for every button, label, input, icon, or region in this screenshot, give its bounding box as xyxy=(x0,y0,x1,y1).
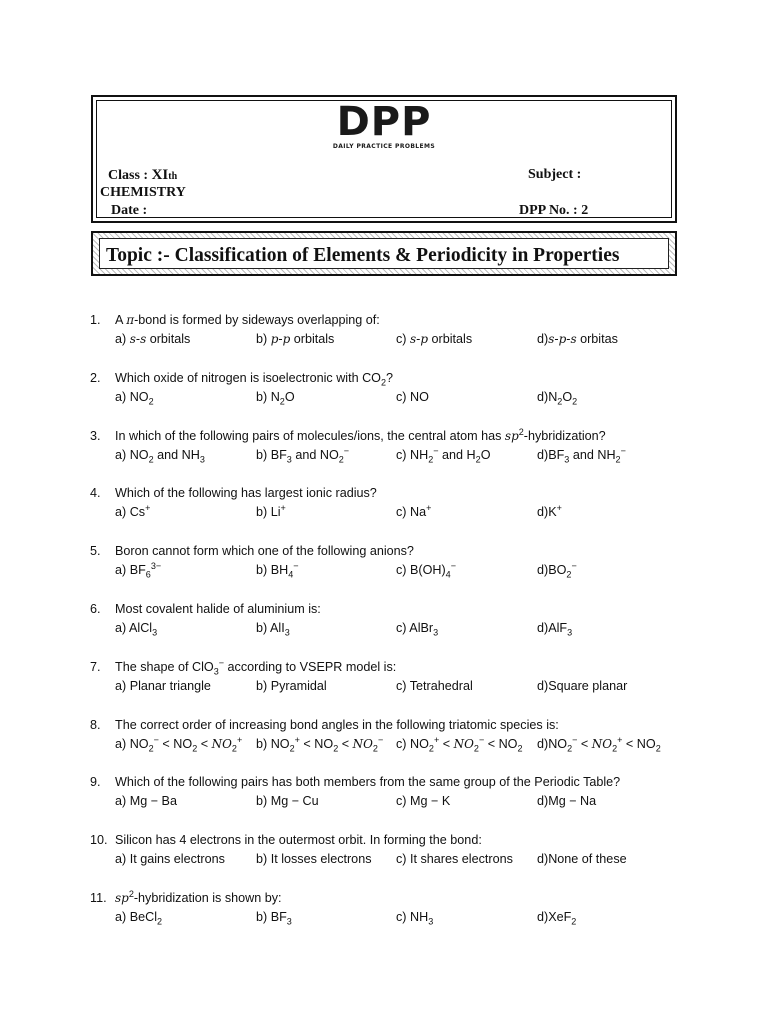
answer-option-c xyxy=(396,388,429,407)
answer-option-a xyxy=(115,503,150,522)
option-text-run: orbitals xyxy=(290,332,335,346)
option-text-run: − xyxy=(478,734,485,745)
question-item xyxy=(90,889,690,947)
option-text-run: p xyxy=(420,332,429,346)
option-text-run: − xyxy=(572,734,578,745)
option-text-run: 4 xyxy=(445,569,451,580)
option-text-run: 3 xyxy=(286,454,292,465)
option-row xyxy=(115,792,695,812)
option-text-run: and NH xyxy=(153,447,200,462)
option-text-run: 2 xyxy=(517,743,523,754)
option-text-run: orbitas xyxy=(576,332,618,346)
option-text-run: b) N xyxy=(256,389,280,404)
option-text-run: b) It losses electrons xyxy=(256,852,372,867)
option-text-run: p xyxy=(282,332,291,346)
option-text-run: 2 xyxy=(279,396,285,407)
answer-option-b xyxy=(256,503,286,522)
question-text xyxy=(115,600,321,618)
question-number: 6. xyxy=(90,601,101,616)
question-text xyxy=(115,311,380,329)
answer-option-c xyxy=(396,330,472,349)
option-text-run: 2 xyxy=(333,743,339,754)
option-text-run: 2 xyxy=(612,743,618,754)
option-text-run: c) It shares electrons xyxy=(396,852,513,867)
option-text-run: 2 xyxy=(148,454,154,465)
question-item xyxy=(90,542,690,600)
option-row xyxy=(115,446,695,466)
option-row xyxy=(115,850,695,870)
answer-option-c xyxy=(396,561,456,580)
option-text-run: d)K xyxy=(537,505,557,520)
answer-option-b xyxy=(256,908,292,927)
class-field xyxy=(108,167,177,185)
option-text-run: a) Planar triangle xyxy=(115,678,211,693)
answer-option-c xyxy=(396,792,450,811)
option-text-run: 6 xyxy=(145,569,151,580)
option-row xyxy=(115,735,695,755)
option-text-run: b) NO xyxy=(256,736,290,751)
question-text-run: The shape of ClO xyxy=(115,659,214,674)
question-item xyxy=(90,773,690,831)
header-box xyxy=(91,95,677,223)
answer-option-a xyxy=(115,561,161,580)
option-text-run: a) It gains electrons xyxy=(115,852,225,867)
option-text-run: c) Na xyxy=(396,505,427,520)
topic-banner xyxy=(91,231,677,276)
option-text-run: − xyxy=(377,734,384,745)
option-text-run: − xyxy=(571,561,577,571)
answer-option-d xyxy=(537,330,618,349)
option-text-run: < NO xyxy=(622,736,656,751)
question-text-run: The correct order of increasing bond angles in the following triatomic species is: xyxy=(115,717,559,732)
question-number: 9. xyxy=(90,775,101,790)
option-text-run: + xyxy=(556,503,562,514)
option-row xyxy=(115,503,695,523)
option-text-run: + xyxy=(236,734,243,745)
option-text-run: NO xyxy=(211,736,232,751)
question-text-run: according to VSEPR model is: xyxy=(224,659,397,674)
option-text-run: a) NO xyxy=(115,736,149,751)
option-text-run: d)AlF xyxy=(537,620,568,635)
option-text-run: s xyxy=(129,332,136,346)
class-label: Class : xyxy=(108,168,152,183)
answer-option-c xyxy=(396,446,490,465)
option-text-run: d)None of these xyxy=(537,852,627,867)
option-text-run: 2 xyxy=(572,396,578,407)
question-text-run: sp xyxy=(504,428,519,443)
option-text-run: 2 xyxy=(567,743,573,754)
question-text xyxy=(115,831,482,849)
option-text-run: s xyxy=(570,332,577,346)
class-suffix: th xyxy=(168,171,178,182)
question-item xyxy=(90,658,690,716)
question-text-run: 2 xyxy=(518,426,524,437)
option-text-run: d)XeF xyxy=(537,909,572,924)
option-text-run: c) NO xyxy=(396,736,429,751)
option-text-run: a) NO xyxy=(115,389,149,404)
option-text-run: NO xyxy=(453,736,474,751)
option-text-run: c) Mg − K xyxy=(396,794,451,809)
answer-option-b xyxy=(256,850,372,869)
logo-subtitle: DAILY PRACTICE PROBLEMS xyxy=(332,143,436,150)
answer-option-c xyxy=(396,503,431,522)
option-text-run: orbitals xyxy=(146,332,191,346)
dpp-logo xyxy=(93,101,675,150)
question-text-run: − xyxy=(218,657,225,668)
option-text-run: - xyxy=(554,332,559,346)
answer-option-b xyxy=(256,561,299,580)
answer-option-d xyxy=(537,446,626,465)
answer-option-d xyxy=(537,503,562,522)
answer-option-a xyxy=(115,619,157,638)
option-text-run: + xyxy=(294,734,300,745)
option-text-run: - xyxy=(416,332,421,346)
answer-option-d xyxy=(537,388,577,407)
option-text-run: O xyxy=(480,447,491,462)
question-text xyxy=(115,889,282,907)
subject-label: Subject : xyxy=(528,167,582,182)
question-text xyxy=(115,773,620,791)
option-text-run: 2 xyxy=(148,396,154,407)
option-text-run: 3 xyxy=(286,916,292,927)
answer-option-b xyxy=(256,677,327,696)
date-label: Date : xyxy=(111,203,148,218)
option-text-run: 3 xyxy=(284,627,290,638)
option-text-run: < xyxy=(577,736,592,751)
option-text-run: 4 xyxy=(288,569,294,580)
answer-option-c xyxy=(396,735,523,754)
dpp-number: DPP No. : 2 xyxy=(519,203,589,218)
option-row xyxy=(115,561,695,581)
option-text-run: a) Mg − Ba xyxy=(115,794,177,809)
option-text-run: d)Mg − Na xyxy=(537,794,597,809)
question-number: 3. xyxy=(90,428,101,443)
question-number: 11. xyxy=(90,890,107,905)
option-text-run: a) xyxy=(115,332,130,346)
question-text xyxy=(115,484,377,502)
option-text-run: s xyxy=(410,332,417,346)
option-text-run: c) xyxy=(396,332,410,346)
question-item xyxy=(90,427,690,485)
question-item xyxy=(90,716,690,774)
topic-title: Topic :- Classification of Elements & Periodicity in Properties xyxy=(106,245,620,266)
question-text xyxy=(115,716,559,734)
answer-option-b xyxy=(256,330,334,349)
option-text-run: and NO xyxy=(291,447,339,462)
option-text-run: s xyxy=(140,332,147,346)
option-text-run: 2 xyxy=(338,454,344,465)
answer-option-d xyxy=(537,561,577,580)
answer-option-b xyxy=(256,735,383,754)
question-text-run: π xyxy=(126,313,135,327)
answer-option-c xyxy=(396,850,513,869)
answer-option-a xyxy=(115,330,190,349)
option-text-run: 2 xyxy=(615,454,621,465)
option-text-run: a) BF xyxy=(115,563,146,578)
option-text-run: + xyxy=(433,734,440,745)
answer-option-a xyxy=(115,446,205,465)
option-text-run: < xyxy=(338,736,353,751)
option-text-run: p xyxy=(558,332,567,346)
question-text-run: 3 xyxy=(213,666,219,677)
answer-option-d xyxy=(537,908,576,927)
answer-option-a xyxy=(115,792,177,811)
answer-option-d xyxy=(537,677,627,696)
question-item xyxy=(90,369,690,427)
option-text-run: c) NH xyxy=(396,447,429,462)
option-text-run: d)NO xyxy=(537,736,568,751)
question-item xyxy=(90,600,690,658)
question-item xyxy=(90,484,690,542)
option-text-run: c) NH xyxy=(396,909,429,924)
option-text-run: d)BO xyxy=(537,563,567,578)
answer-option-a xyxy=(115,850,225,869)
option-text-run: NO xyxy=(352,736,373,751)
option-text-run: b) BH xyxy=(256,563,289,578)
option-text-run: + xyxy=(145,503,151,514)
option-text-run: 2 xyxy=(372,743,378,754)
question-number: 1. xyxy=(90,313,101,327)
option-text-run: - xyxy=(566,332,571,346)
question-text xyxy=(115,427,606,445)
option-text-run: a) BeCl xyxy=(115,909,157,924)
option-text-run: b) xyxy=(256,332,271,346)
option-text-run: 3− xyxy=(150,561,162,571)
option-text-run: 3 xyxy=(433,627,439,638)
question-text xyxy=(115,542,414,560)
option-text-run: 2 xyxy=(148,743,154,754)
question-text-run: Which oxide of nitrogen is isoelectronic with CO xyxy=(115,370,381,385)
option-text-run: < NO xyxy=(158,736,193,751)
option-text-run: - xyxy=(278,332,283,346)
option-text-run: s xyxy=(548,332,555,346)
question-number: 7. xyxy=(90,659,101,674)
question-text-run: ? xyxy=(386,370,394,385)
option-text-run: 2 xyxy=(571,916,577,927)
question-text-run: -bond is formed by sideways overlapping of: xyxy=(134,313,380,327)
answer-option-a xyxy=(115,908,162,927)
logo-title: DPP xyxy=(336,99,432,145)
topic-inner xyxy=(99,238,669,269)
subject-value: CHEMISTRY xyxy=(100,185,186,200)
option-text-run: 2 xyxy=(428,743,434,754)
question-text xyxy=(115,658,396,676)
option-text-run: 2 xyxy=(473,743,479,754)
option-text-run: 2 xyxy=(566,569,572,580)
option-row xyxy=(115,619,695,639)
option-text-run: c) B(OH) xyxy=(396,563,446,578)
answer-option-b xyxy=(256,792,319,811)
question-text-run: Most covalent halide of aluminium is: xyxy=(115,601,321,616)
question-text-run: Boron cannot form which one of the following anions? xyxy=(115,544,414,559)
question-item xyxy=(90,311,690,369)
option-text-run: d) xyxy=(537,332,549,346)
option-text-run: O xyxy=(562,389,573,404)
option-text-run: c) Tetrahedral xyxy=(396,678,473,693)
option-text-run: d)N xyxy=(537,389,558,404)
answer-option-c xyxy=(396,677,473,696)
option-text-run: O xyxy=(284,389,295,404)
option-text-run: p xyxy=(270,332,279,346)
option-text-run: b) Mg − Cu xyxy=(256,794,319,809)
option-text-run: b) BF xyxy=(256,447,287,462)
question-number: 5. xyxy=(90,544,101,559)
question-text-run: A xyxy=(115,313,127,327)
option-text-run: 3 xyxy=(199,454,205,465)
option-text-run: 2 xyxy=(655,743,661,754)
option-text-run: - xyxy=(135,332,141,346)
option-text-run: 2 xyxy=(231,743,237,754)
option-text-run: a) Cs xyxy=(115,505,146,520)
option-text-run: < xyxy=(439,736,454,751)
option-text-run: − xyxy=(293,561,299,571)
question-text-run: 2 xyxy=(128,888,134,899)
question-text-run: -hybridization? xyxy=(523,428,606,443)
answer-option-d xyxy=(537,792,596,811)
option-text-run: 3 xyxy=(428,916,434,927)
answer-option-d xyxy=(537,619,572,638)
class-value: XI xyxy=(151,167,169,183)
answer-option-d xyxy=(537,735,661,754)
question-text-run: Silicon has 4 electrons in the outermost orbit. In forming the bond: xyxy=(115,833,482,848)
question-number: 8. xyxy=(90,717,101,732)
option-text-run: − xyxy=(343,445,350,456)
option-text-run: 3 xyxy=(152,627,158,638)
question-text-run: Which of the following has largest ionic radius? xyxy=(115,486,377,501)
answer-option-b xyxy=(256,619,290,638)
option-text-run: < NO xyxy=(299,736,334,751)
option-text-run: d)Square planar xyxy=(537,678,628,693)
option-text-run: + xyxy=(280,503,286,514)
option-text-run: b) Pyramidal xyxy=(256,678,327,693)
question-text-run: -hybridization is shown by: xyxy=(133,890,282,905)
option-text-run: 2 xyxy=(428,454,434,465)
question-list xyxy=(90,311,690,947)
question-text xyxy=(115,369,393,387)
option-text-run: and H xyxy=(438,447,476,462)
answer-option-a xyxy=(115,677,211,696)
question-text-run: sp xyxy=(115,890,129,905)
option-text-run: c) NO xyxy=(396,389,429,404)
option-row xyxy=(115,908,695,928)
option-row xyxy=(115,677,695,697)
question-text-run: Which of the following pairs has both members from the same group of the Periodic Table? xyxy=(115,775,621,790)
option-text-run: d)BF xyxy=(537,447,565,462)
option-row xyxy=(115,388,695,408)
option-text-run: NO xyxy=(591,736,613,751)
answer-option-b xyxy=(256,388,295,407)
option-text-run: 2 xyxy=(289,743,295,754)
option-text-run: a) NO xyxy=(115,447,149,462)
option-text-run: < xyxy=(197,736,212,751)
option-text-run: < NO xyxy=(484,736,518,751)
option-text-run: 2 xyxy=(475,454,481,465)
answer-option-c xyxy=(396,619,438,638)
question-item xyxy=(90,831,690,889)
option-text-run: and NH xyxy=(569,447,616,462)
option-text-run: − xyxy=(450,561,457,571)
question-number: 10. xyxy=(90,833,108,848)
answer-option-c xyxy=(396,908,433,927)
option-text-run: 2 xyxy=(157,916,163,927)
answer-option-d xyxy=(537,850,627,869)
option-text-run: b) BF xyxy=(256,909,287,924)
option-text-run: + xyxy=(426,503,432,514)
option-text-run: − xyxy=(153,734,159,745)
option-text-run: a) AlCl xyxy=(115,620,153,635)
question-number: 2. xyxy=(90,370,101,385)
option-row xyxy=(115,330,695,350)
option-text-run: b) AlI xyxy=(256,620,285,635)
question-number: 4. xyxy=(90,486,101,501)
option-text-run: 3 xyxy=(567,627,573,638)
question-text-run: 2 xyxy=(380,377,387,388)
answer-option-b xyxy=(256,446,349,465)
option-text-run: − xyxy=(620,445,626,456)
answer-option-a xyxy=(115,388,154,407)
option-text-run: c) AlBr xyxy=(396,620,434,635)
option-text-run: + xyxy=(617,734,623,745)
option-text-run: 3 xyxy=(564,454,570,465)
option-text-run: b) Li xyxy=(256,505,281,520)
question-text-run: In which of the following pairs of molecules/ions, the central atom has xyxy=(115,428,505,443)
option-text-run: orbitals xyxy=(428,332,473,346)
option-text-run: 2 xyxy=(557,396,563,407)
answer-option-a xyxy=(115,735,242,754)
option-text-run: 2 xyxy=(192,743,198,754)
option-text-run: − xyxy=(433,445,439,456)
